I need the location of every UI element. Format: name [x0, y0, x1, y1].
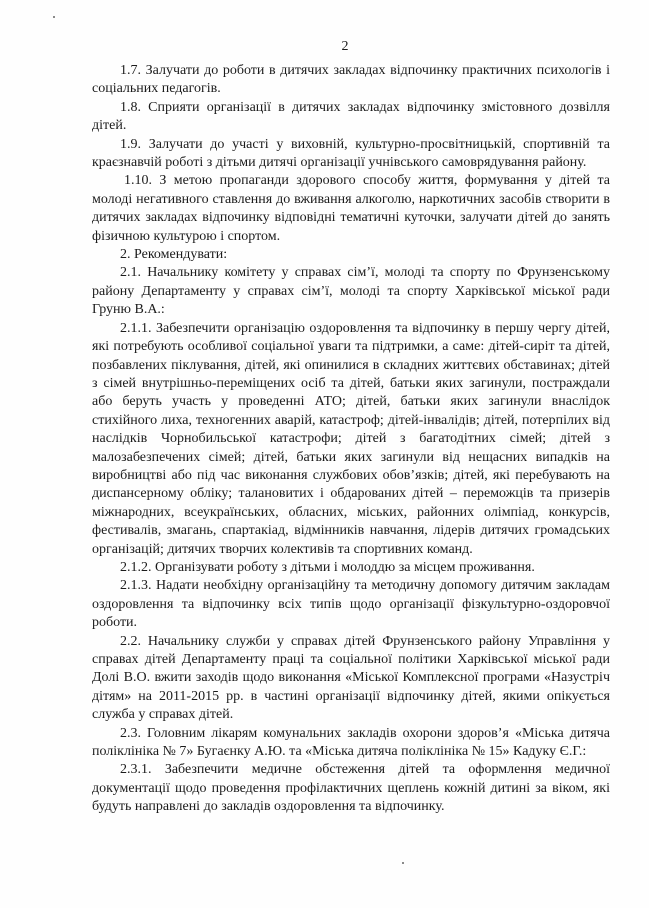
- paragraph-1-10: 1.10. З метою пропаганди здорового способу життя, формування у дітей та молоді негативного ставлення до вживання алкоголю, наркотичних засобів створити в дитячих закладах відпочинку відповідні тематичні куточки, залучати дітей до занять фізичною культурою і спортом.: [92, 173, 610, 244]
- paragraph-2: 2. Рекомендувати:: [120, 247, 228, 263]
- paragraph-2-1-3: 2.1.3. Надати необхідну організаційну та методичну допомогу дитячим закладам оздоровлення та відпочинку всіх типів щодо організації фізкультурно-оздоровчої роботи.: [92, 578, 610, 631]
- paragraph-2-2: 2.2. Начальнику служби у справах дітей Фрунзенського району Управління у справах дітей Департаменту праці та соціальної політики Харківської міської ради Долі В.О. вжити заходів щодо виконання «Міської Комплексної програми «Назустріч дітям» на 2011-2015 рр. в частині організації відпочинку дітей, якими опікується служба у справах дітей.: [92, 633, 610, 723]
- document-body: [92, 62, 610, 817]
- paragraph-1-9: 1.9. Залучати до участі у виховній, культурно-просвітницькій, спортивній та краєзнавчій роботі з дітьми дитячі організації учнівського самоврядування району.: [92, 136, 610, 171]
- paragraph-1-7: 1.7. Залучати до роботи в дитячих закладах відпочинку практичних психологів і соціальних педагогів.: [92, 63, 610, 97]
- paragraph-2-1: 2.1. Начальнику комітету у справах сім’ї, молоді та спорту по Фрунзенському району Департаменту у справах сім’ї, молоді та спорту Харківської міської ради Груню В.А.:: [92, 265, 610, 318]
- scan-speck: [402, 862, 404, 864]
- paragraph-2-1-2: 2.1.2. Організувати роботу з дітьми і молоддю за місцем проживання.: [120, 559, 535, 575]
- paragraph-2-3-1: 2.3.1. Забезпечити медичне обстеження дітей та оформлення медичної документації щодо проведення профілактичних щеплень кожній дитині за віком, які будуть направлені до закладів оздоровлення та відпочинку.: [92, 762, 610, 815]
- page-number: 2: [341, 39, 349, 54]
- paragraph-2-1-1: 2.1.1. Забезпечити організацію оздоровлення та відпочинку в першу чергу дітей, які потребують особливої соціальної уваги та підтримки, а саме: дітей-сиріт та дітей, позбавлених піклування, дітей, які опинилися в складних життєвих обставинах; дітей з сімей внутрішньо-переміщених осіб та дітей, батьки яких загинули, постраждали або беруть участь у проведенні АТО; дітей, батьки яких загинули внаслідок стихійного лиха, техногенних аварій, катастроф; дітей-інвалідів; дітей, потерпілих від наслідків Чорнобильської катастрофи; дітей з багатодітних сімей; дітей з малозабезпечених сімей; дітей, батьки яких загинули від нещасних випадків на виробництві або під час виконання службових обов’язків; дітей, які перебувають на диспансерному обліку; талановитих і обдарованих дітей – переможців та призерів міжнародних, всеукраїнських, обласних, міських, районних олімпіад, конкурсів, фестивалів, змагань, спартакіад, відмінників навчання, лідерів дитячих громадських організацій; дитячих творчих колективів та спортивних команд.: [92, 320, 610, 557]
- scan-speck: [53, 16, 55, 18]
- paragraph-1-8: 1.8. Сприяти організації в дитячих закладах відпочинку змістовного дозвілля дітей.: [92, 99, 610, 134]
- paragraph-2-3: 2.3. Головним лікарям комунальних закладів охорони здоров’я «Міська дитяча поліклініка № 7» Бугаєнку А.Ю. та «Міська дитяча поліклініка № 15» Кадуку Є.Г.:: [92, 725, 610, 760]
